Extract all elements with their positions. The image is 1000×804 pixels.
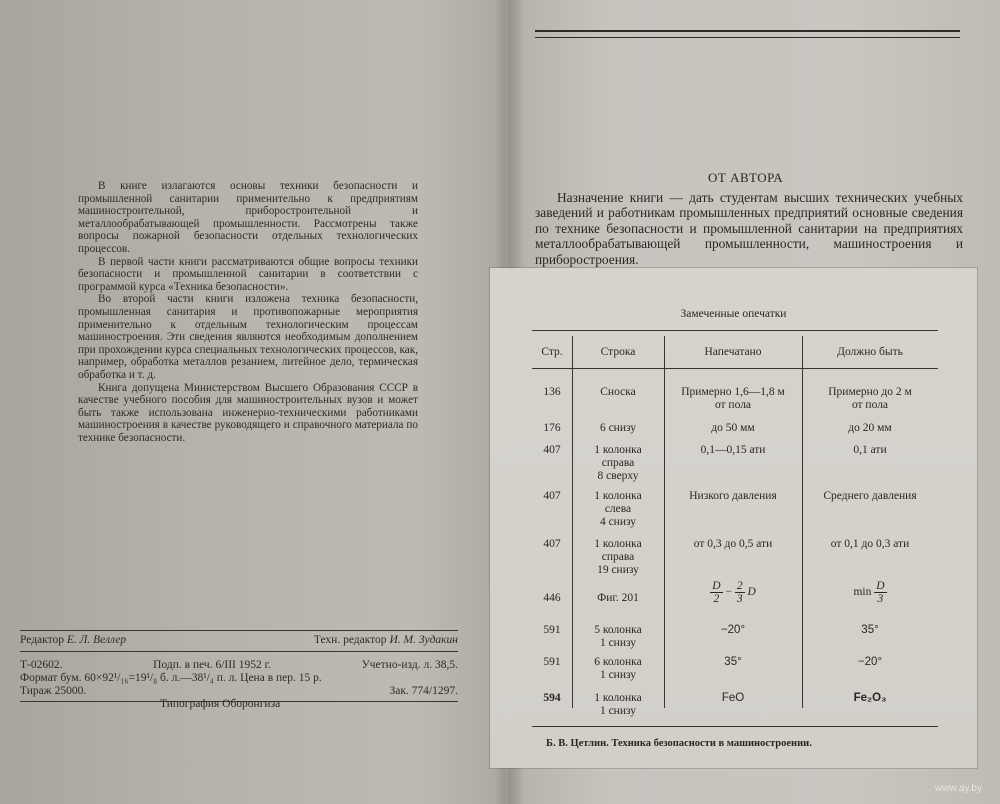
print-run: Тираж 25000. [20, 685, 87, 697]
cell-line: Фиг. 201 [597, 592, 639, 604]
header-line: Строка [600, 346, 636, 358]
preface-paragraph: Назначение книги — дать студентам высших технических учебных заведений и работникам промышленных предприятий основные сведения по технике безопасности и промышленной санитарии на предприятиях металлообрабатывающей промышленности, машиностроения и приборостроения. [535, 190, 963, 267]
section-title: ОТ АВТОРА [708, 170, 784, 185]
cell-correct: до 20 мм [848, 422, 892, 434]
correct-text: Примерно до 2 м [828, 386, 912, 398]
editor [20, 634, 126, 647]
cell-line: 6 снизу [599, 422, 637, 434]
line-text: слева [604, 503, 632, 515]
cell-page: 446 [543, 592, 561, 604]
fraction [735, 580, 745, 605]
imprint [20, 630, 458, 702]
cell-page: 591 [543, 624, 561, 636]
denominator: 2 [713, 593, 720, 605]
cell-correct-formula [802, 580, 938, 605]
fraction [710, 580, 722, 605]
cell-page: 176 [543, 422, 561, 434]
cell-correct: Среднего давления [823, 490, 917, 502]
cell-line [572, 624, 664, 650]
paper-format: Формат бум. 60×92¹/₁₆=19¹/₈ б. л.—38¹/₄ п. л. Цена в пер. 15 р. [20, 672, 322, 684]
printed-text: от пола [714, 399, 752, 411]
editor-name: Е. Л. Веллер [66, 634, 127, 646]
cell-printed: 35° [724, 656, 742, 668]
header-printed: Напечатано [704, 346, 762, 358]
line-text: справа [601, 551, 635, 563]
line-text: 1 снизу [599, 637, 637, 649]
line-text: 1 колонка [594, 444, 642, 456]
line-text: 6 колонка [594, 656, 642, 668]
account-sheets: Учетно-изд. л. 38,5. [361, 659, 458, 671]
errata-title: Замеченные опечатки [680, 308, 787, 320]
cell-printed: Низкого давления [689, 490, 777, 502]
tech-editor-label: Техн. редактор [313, 634, 387, 646]
imprint-rule [20, 651, 458, 652]
denominator: 3 [736, 593, 743, 605]
fraction [874, 580, 886, 605]
cell-line [572, 538, 664, 577]
cell-correct: Fe₂O₃ [853, 692, 887, 704]
runs-row [20, 685, 458, 698]
cell-printed: 0,1—0,15 ати [700, 444, 766, 456]
line-text: 1 колонка [594, 490, 642, 502]
line-text: 1 снизу [599, 669, 637, 681]
cell-correct [802, 386, 938, 412]
signed-date: Подп. в печ. 6/III 1952 г. [153, 659, 271, 671]
editor-label: Редактор [20, 634, 64, 646]
cell-page: 407 [543, 490, 561, 502]
cell-printed: до 50 мм [711, 422, 755, 434]
numerator: D [876, 580, 885, 592]
editors-row [20, 634, 458, 647]
correct-text: от пола [851, 399, 889, 411]
line-text: справа [601, 457, 635, 469]
cell-printed: от 0,3 до 0,5 ати [693, 538, 773, 550]
blurb-paragraph: В книге излагаются основы техники безопасности и промышленной санитарии применительно к предприятиям машиностроительной, приборостроительной и металлообрабатывающей промышленности. Рассмотрены также вопросы пожарной безопасности отдельных технологических процессов. [78, 180, 418, 255]
line-text: 1 снизу [599, 705, 637, 717]
tech-editor [314, 634, 458, 647]
annotation-text [78, 180, 418, 444]
min-function: min [853, 586, 872, 599]
cell-page: 407 [543, 538, 561, 550]
cell-page: 591 [543, 656, 561, 668]
watermark: www.ay.by [934, 783, 982, 794]
minus-sign: − [725, 586, 732, 599]
catalog-code: Т-02602. [20, 659, 63, 671]
cell-correct: 0,1 ати [853, 444, 887, 456]
table-top-rule [532, 330, 938, 331]
cell-printed: FeO [721, 692, 745, 704]
line-text: 8 сверху [597, 470, 639, 482]
cell-page: 407 [543, 444, 561, 456]
header-double-rule [535, 30, 960, 38]
cell-line [572, 490, 664, 529]
table-bottom-rule [532, 726, 938, 727]
line-text: 19 снизу [597, 564, 639, 576]
print-info-row [20, 659, 458, 672]
line-text: 4 снизу [599, 516, 637, 528]
cell-line [572, 444, 664, 483]
printed-text: Примерно 1,6—1,8 м [681, 386, 785, 398]
cell-correct: от 0,1 до 0,3 ати [830, 538, 910, 550]
cell-correct: 35° [861, 624, 879, 636]
denominator: 3 [877, 593, 884, 605]
numerator: D [712, 580, 721, 592]
blurb-paragraph: Книга допущена Министерством Высшего Образования СССР в качестве учебного пособия для машиностроительных вузов и может быть также использована инженерно-техническими работниками машиностроения в качестве руководящего и справочного материала по технике безопасности. [78, 381, 418, 444]
line-text: 5 колонка [594, 624, 642, 636]
imprint-rule [20, 630, 458, 631]
variable: D [747, 586, 756, 599]
printing-house: Типография Оборонгиза [160, 698, 281, 710]
cell-line [572, 656, 664, 682]
header-rule [532, 368, 938, 369]
header-page: Стр. [541, 346, 563, 358]
cell-page: 136 [543, 386, 561, 398]
line-text: 1 колонка [594, 692, 642, 704]
numerator: 2 [736, 580, 743, 592]
line-text: 1 колонка [594, 538, 642, 550]
tech-editor-name: И. М. Зудакин [389, 634, 458, 646]
cell-printed [664, 386, 802, 412]
cell-correct: −20° [857, 656, 883, 668]
errata-footer: Б. В. Цетлин. Техника безопасности в машиностроении. [546, 738, 812, 749]
cell-line [572, 692, 664, 718]
blurb-paragraph: Во второй части книги изложена техника безопасности, промышленная санитария и противопожарные мероприятия применительно к отдельным технологическим процессам машиностроения. Эти сведения являются необходимым дополнением при прохождении курса специальных технологических процессов, как, например, обработка металлов резанием, литейное дело, термическая обработка и т. д. [78, 293, 418, 381]
format-row [20, 672, 458, 685]
cell-printed-formula [664, 580, 802, 605]
cell-page: 594 [543, 692, 561, 704]
cell-line: Сноска [600, 386, 636, 398]
order-number: Зак. 774/1297. [389, 685, 458, 697]
header-correct: Должно быть [837, 346, 903, 358]
errata-slip [490, 268, 977, 768]
blurb-paragraph: В первой части книги рассматриваются общие вопросы техники безопасности и промышленной санитарии в соответствии с программой курса «Техника безопасности». [78, 255, 418, 293]
cell-printed: −20° [720, 624, 746, 636]
